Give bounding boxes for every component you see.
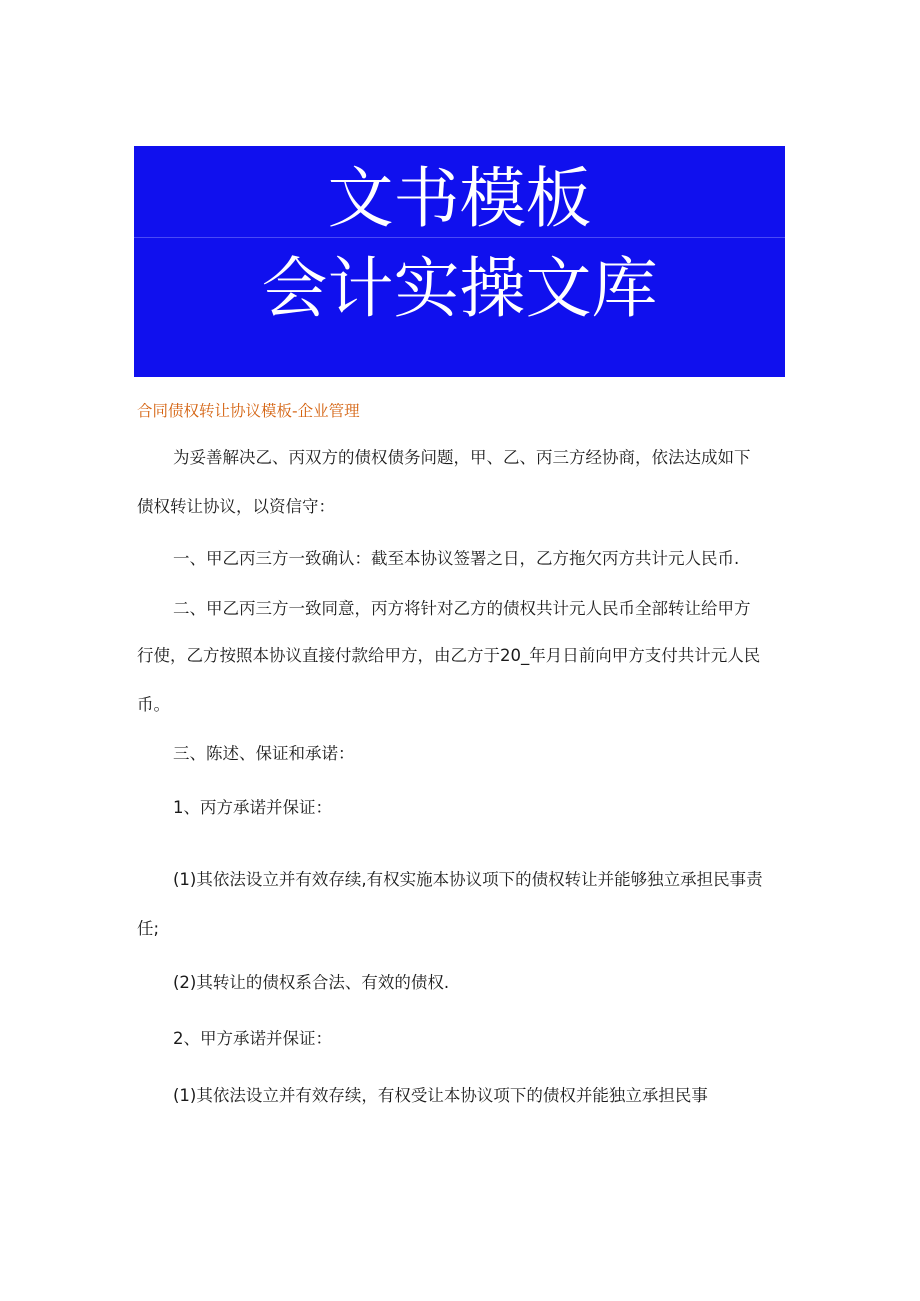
document-title: 合同债权转让协议模板-企业管理 (137, 402, 360, 420)
banner-title-line-1: 文书模板 (327, 160, 592, 237)
paragraph-line: 任; (137, 919, 160, 938)
paragraph-line: 债权转让协议，以资信守： (137, 497, 335, 516)
header-banner (134, 146, 785, 377)
paragraph-line: (1)其依法设立并有效存续，有权受让本协议项下的债权并能独立承担民事 (173, 1086, 708, 1105)
paragraph-line: 币。 (137, 695, 170, 714)
paragraph-line: (2)其转让的债权系合法、有效的债权. (173, 973, 450, 992)
paragraph-line: 行使，乙方按照本协议直接付款给甲方，由乙方于20_年月日前向甲方支付共计元人民 (137, 646, 761, 665)
banner-divider (134, 237, 785, 238)
paragraph-line: 一、甲乙丙三方一致确认：截至本协议签署之日，乙方拖欠丙方共计元人民币. (173, 549, 740, 568)
paragraph-line: 三、陈述、保证和承诺： (173, 744, 355, 763)
paragraph-line: 为妥善解决乙、丙双方的债权债务问题，甲、乙、丙三方经协商，依法达成如下 (173, 448, 751, 467)
paragraph-line: 1、丙方承诺并保证： (173, 798, 332, 817)
banner-title-line-2: 会计实操文库 (261, 250, 658, 327)
paragraph-line: 二、甲乙丙三方一致同意，丙方将针对乙方的债权共计元人民币全部转让给甲方 (173, 599, 751, 618)
paragraph-line: (1)其依法设立并有效存续,有权实施本协议项下的债权转让并能够独立承担民事责 (173, 870, 763, 889)
paragraph-line: 2、甲方承诺并保证： (173, 1029, 332, 1048)
